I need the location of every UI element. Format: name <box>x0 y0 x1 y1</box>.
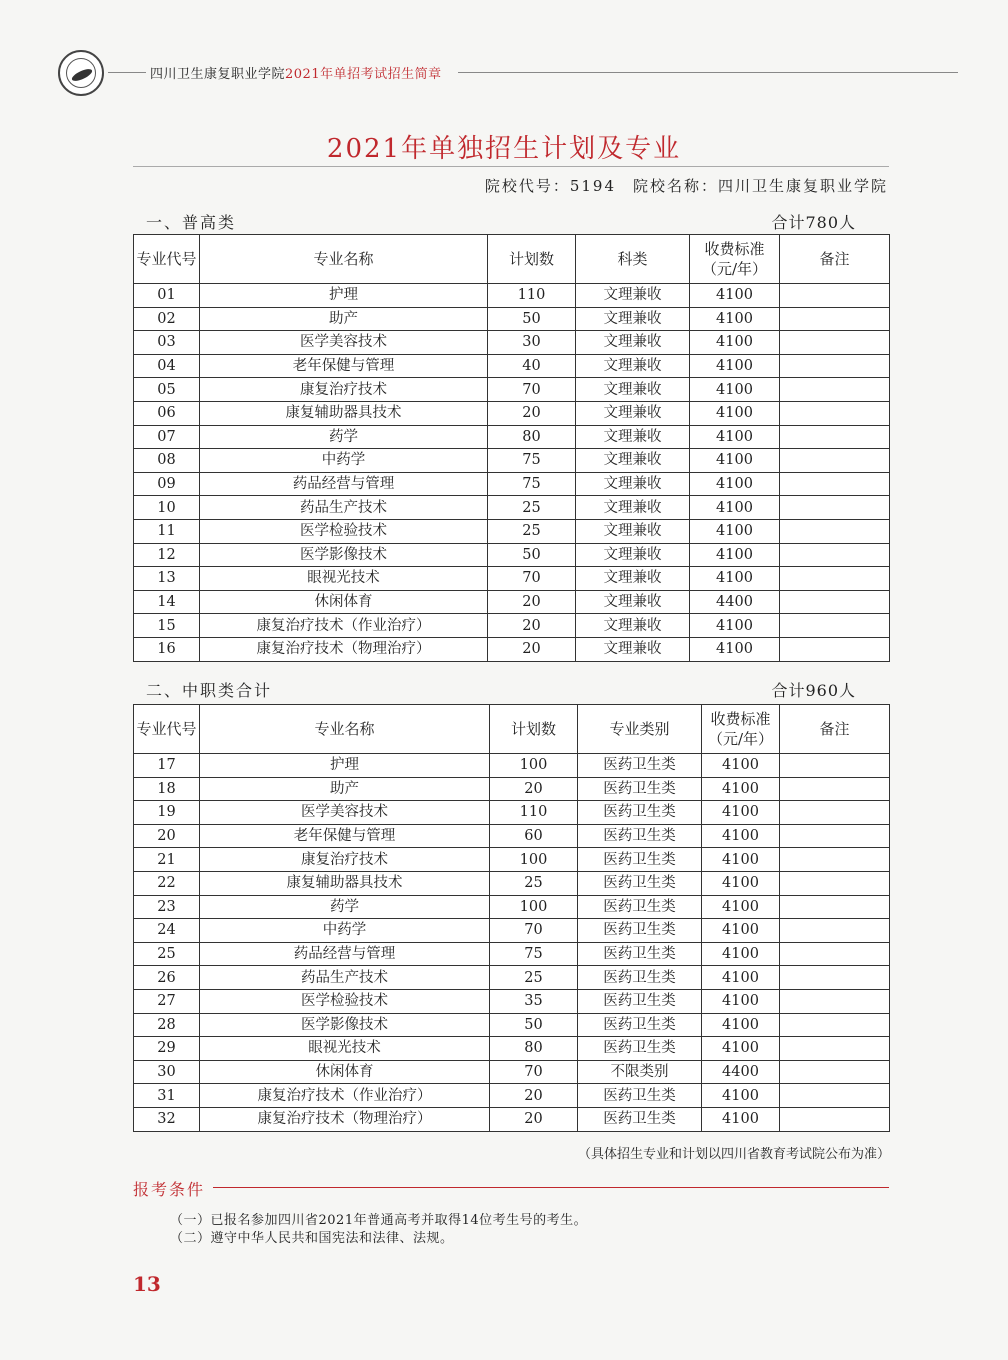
cell-plan: 75 <box>488 449 576 473</box>
cell-remark <box>780 331 890 355</box>
cell-category: 医药卫生类 <box>578 1084 702 1108</box>
cell-category: 文理兼收 <box>576 354 690 378</box>
cell-remark <box>780 1060 890 1084</box>
cell-plan: 20 <box>490 1084 578 1108</box>
cell-code: 07 <box>134 425 200 449</box>
cell-category: 医药卫生类 <box>578 1107 702 1131</box>
cell-remark <box>780 966 890 990</box>
table-row <box>134 519 890 543</box>
cell-remark <box>780 1013 890 1037</box>
cell-category: 医药卫生类 <box>578 919 702 943</box>
cell-category: 文理兼收 <box>576 567 690 591</box>
requirement-item: （一）已报名参加四川省2021年普通高考并取得14位考生号的考生。 <box>170 1213 588 1228</box>
cell-plan: 70 <box>488 378 576 402</box>
cell-remark <box>780 942 890 966</box>
table-row <box>134 567 890 591</box>
table-row <box>134 1060 890 1084</box>
cell-code: 20 <box>134 824 200 848</box>
cell-fee: 4100 <box>690 401 780 425</box>
running-head-doc: 2021年单招考试招生简章 <box>285 67 442 82</box>
cell-remark <box>780 1037 890 1061</box>
cell-name: 康复治疗技术 <box>200 848 490 872</box>
cell-plan: 20 <box>488 637 576 661</box>
cell-code: 19 <box>134 801 200 825</box>
cell-remark <box>780 777 890 801</box>
section1-title: 一、普高类 <box>146 213 237 232</box>
cell-plan: 25 <box>488 519 576 543</box>
cell-category: 医药卫生类 <box>578 966 702 990</box>
cell-code: 21 <box>134 848 200 872</box>
cell-category: 医药卫生类 <box>578 824 702 848</box>
cell-category: 文理兼收 <box>576 637 690 661</box>
cell-name: 助产 <box>200 777 490 801</box>
cell-remark <box>780 519 890 543</box>
table-row <box>134 1013 890 1037</box>
table-header-row <box>134 705 890 754</box>
table-row <box>134 354 890 378</box>
table-row <box>134 871 890 895</box>
cell-remark <box>780 284 890 308</box>
cell-remark <box>780 425 890 449</box>
cell-code: 29 <box>134 1037 200 1061</box>
cell-plan: 100 <box>490 895 578 919</box>
cell-fee: 4100 <box>690 567 780 591</box>
cell-plan: 25 <box>488 496 576 520</box>
cell-remark <box>780 567 890 591</box>
table-header-row <box>134 235 890 284</box>
cell-code: 28 <box>134 1013 200 1037</box>
cell-remark <box>780 801 890 825</box>
cell-code: 30 <box>134 1060 200 1084</box>
table-row <box>134 989 890 1013</box>
cell-category: 医药卫生类 <box>578 989 702 1013</box>
cell-fee: 4100 <box>702 801 780 825</box>
section2-title: 二、中职类合计 <box>146 681 273 700</box>
cell-category: 医药卫生类 <box>578 801 702 825</box>
cell-category: 文理兼收 <box>576 401 690 425</box>
cell-remark <box>780 895 890 919</box>
cell-fee: 4100 <box>702 919 780 943</box>
cell-category: 医药卫生类 <box>578 895 702 919</box>
cell-category: 文理兼收 <box>576 449 690 473</box>
col-header-plan: 计划数 <box>490 705 578 754</box>
cell-category: 文理兼收 <box>576 519 690 543</box>
cell-plan: 20 <box>488 590 576 614</box>
cell-plan: 110 <box>490 801 578 825</box>
cell-name: 护理 <box>200 284 488 308</box>
cell-plan: 20 <box>488 614 576 638</box>
requirement-item: （二）遵守中华人民共和国宪法和法律、法规。 <box>170 1231 454 1246</box>
cell-category: 文理兼收 <box>576 614 690 638</box>
cell-plan: 80 <box>488 425 576 449</box>
cell-name: 老年保健与管理 <box>200 824 490 848</box>
footnote: （具体招生专业和计划以四川省教育考试院公布为准） <box>577 1147 890 1162</box>
cell-remark <box>780 637 890 661</box>
cell-name: 康复治疗技术 <box>200 378 488 402</box>
cell-fee: 4100 <box>690 331 780 355</box>
running-head <box>150 63 442 82</box>
cell-plan: 100 <box>490 848 578 872</box>
table-row <box>134 824 890 848</box>
cell-name: 康复治疗技术（作业治疗） <box>200 614 488 638</box>
cell-plan: 25 <box>490 966 578 990</box>
table-row <box>134 942 890 966</box>
cell-code: 03 <box>134 331 200 355</box>
cell-fee: 4400 <box>702 1060 780 1084</box>
table-row <box>134 590 890 614</box>
cell-category: 文理兼收 <box>576 284 690 308</box>
cell-fee: 4100 <box>702 895 780 919</box>
cell-plan: 70 <box>488 567 576 591</box>
cell-remark <box>780 449 890 473</box>
cell-category: 医药卫生类 <box>578 754 702 778</box>
table-row <box>134 614 890 638</box>
cell-remark <box>780 989 890 1013</box>
table-row <box>134 919 890 943</box>
cell-code: 15 <box>134 614 200 638</box>
cell-code: 08 <box>134 449 200 473</box>
cell-remark <box>780 1084 890 1108</box>
cell-plan: 80 <box>490 1037 578 1061</box>
cell-remark <box>780 754 890 778</box>
cell-category: 文理兼收 <box>576 590 690 614</box>
col-header-name: 专业名称 <box>200 235 488 284</box>
col-header-remark: 备注 <box>780 705 890 754</box>
col-header-fee: 收费标准（元/年） <box>690 235 780 284</box>
table-row <box>134 378 890 402</box>
school-info: 院校代号：5194 院校名称：四川卫生康复职业学院 <box>484 177 888 195</box>
cell-plan: 60 <box>490 824 578 848</box>
running-head-school: 四川卫生康复职业学院 <box>150 67 286 82</box>
cell-fee: 4100 <box>690 307 780 331</box>
cell-plan: 70 <box>490 1060 578 1084</box>
cell-category: 文理兼收 <box>576 496 690 520</box>
cell-code: 23 <box>134 895 200 919</box>
cell-category: 医药卫生类 <box>578 942 702 966</box>
requirements-title: 报考条件 <box>133 1180 206 1199</box>
cell-plan: 20 <box>490 1107 578 1131</box>
cell-fee: 4100 <box>690 637 780 661</box>
cell-plan: 40 <box>488 354 576 378</box>
table-row <box>134 496 890 520</box>
cell-code: 18 <box>134 777 200 801</box>
section1-total: 合计780人 <box>771 213 856 232</box>
cell-fee: 4100 <box>702 1037 780 1061</box>
col-header-category: 科类 <box>576 235 690 284</box>
cell-name: 康复治疗技术（作业治疗） <box>200 1084 490 1108</box>
cell-plan: 110 <box>488 284 576 308</box>
cell-plan: 100 <box>490 754 578 778</box>
cell-name: 药品经营与管理 <box>200 942 490 966</box>
cell-plan: 20 <box>490 777 578 801</box>
cell-category: 医药卫生类 <box>578 871 702 895</box>
cell-plan: 30 <box>488 331 576 355</box>
table-row <box>134 1037 890 1061</box>
cell-fee: 4100 <box>702 1013 780 1037</box>
cell-category: 文理兼收 <box>576 425 690 449</box>
cell-fee: 4100 <box>690 284 780 308</box>
cell-code: 09 <box>134 472 200 496</box>
cell-plan: 75 <box>488 472 576 496</box>
cell-code: 04 <box>134 354 200 378</box>
cell-remark <box>780 354 890 378</box>
cell-fee: 4100 <box>702 1107 780 1131</box>
table-row <box>134 895 890 919</box>
cell-fee: 4100 <box>690 378 780 402</box>
table-row <box>134 472 890 496</box>
cell-plan: 50 <box>488 543 576 567</box>
cell-remark <box>780 848 890 872</box>
cell-remark <box>780 824 890 848</box>
cell-name: 休闲体育 <box>200 590 488 614</box>
cell-remark <box>780 614 890 638</box>
cell-remark <box>780 378 890 402</box>
cell-name: 中药学 <box>200 449 488 473</box>
cell-fee: 4100 <box>690 472 780 496</box>
cell-category: 文理兼收 <box>576 378 690 402</box>
plan-table-general <box>133 234 890 662</box>
cell-code: 24 <box>134 919 200 943</box>
section2-total: 合计960人 <box>771 681 856 700</box>
cell-code: 17 <box>134 754 200 778</box>
cell-name: 休闲体育 <box>200 1060 490 1084</box>
cell-code: 14 <box>134 590 200 614</box>
table-row <box>134 401 890 425</box>
cell-remark <box>780 307 890 331</box>
cell-name: 医学检验技术 <box>200 989 490 1013</box>
cell-code: 27 <box>134 989 200 1013</box>
cell-category: 文理兼收 <box>576 331 690 355</box>
requirements-rule <box>213 1187 889 1188</box>
cell-name: 医学检验技术 <box>200 519 488 543</box>
cell-code: 06 <box>134 401 200 425</box>
table-row <box>134 1107 890 1131</box>
cell-fee: 4100 <box>690 354 780 378</box>
cell-code: 12 <box>134 543 200 567</box>
cell-name: 护理 <box>200 754 490 778</box>
table-row <box>134 284 890 308</box>
cell-remark <box>780 590 890 614</box>
table-row <box>134 449 890 473</box>
cell-plan: 20 <box>488 401 576 425</box>
cell-remark <box>780 472 890 496</box>
cell-code: 10 <box>134 496 200 520</box>
title-rule <box>133 166 889 167</box>
cell-fee: 4100 <box>702 966 780 990</box>
cell-fee: 4100 <box>702 824 780 848</box>
cell-fee: 4100 <box>702 1084 780 1108</box>
cell-name: 药学 <box>200 895 490 919</box>
table-row <box>134 331 890 355</box>
table-row <box>134 425 890 449</box>
cell-code: 25 <box>134 942 200 966</box>
cell-plan: 35 <box>490 989 578 1013</box>
col-header-code: 专业代号 <box>134 705 200 754</box>
cell-code: 22 <box>134 871 200 895</box>
cell-code: 01 <box>134 284 200 308</box>
cell-code: 16 <box>134 637 200 661</box>
cell-remark <box>780 919 890 943</box>
cell-fee: 4100 <box>690 449 780 473</box>
page-number: 13 <box>133 1272 161 1296</box>
cell-name: 药品经营与管理 <box>200 472 488 496</box>
cell-name: 中药学 <box>200 919 490 943</box>
cell-fee: 4100 <box>702 848 780 872</box>
cell-plan: 75 <box>490 942 578 966</box>
cell-name: 药品生产技术 <box>200 966 490 990</box>
cell-remark <box>780 871 890 895</box>
cell-name: 康复治疗技术（物理治疗） <box>200 637 488 661</box>
cell-name: 药品生产技术 <box>200 496 488 520</box>
cell-plan: 25 <box>490 871 578 895</box>
cell-code: 31 <box>134 1084 200 1108</box>
col-header-type: 专业类别 <box>578 705 702 754</box>
col-header-code: 专业代号 <box>134 235 200 284</box>
header-rule-left <box>108 72 146 73</box>
cell-fee: 4400 <box>690 590 780 614</box>
table-row <box>134 848 890 872</box>
table-row <box>134 966 890 990</box>
col-header-fee: 收费标准（元/年） <box>702 705 780 754</box>
cell-fee: 4100 <box>690 614 780 638</box>
cell-name: 眼视光技术 <box>200 1037 490 1061</box>
col-header-plan: 计划数 <box>488 235 576 284</box>
cell-category: 不限类别 <box>578 1060 702 1084</box>
cell-code: 32 <box>134 1107 200 1131</box>
cell-fee: 4100 <box>690 425 780 449</box>
cell-name: 康复辅助器具技术 <box>200 401 488 425</box>
cell-code: 26 <box>134 966 200 990</box>
plan-table-vocational <box>133 704 890 1132</box>
cell-fee: 4100 <box>690 519 780 543</box>
cell-fee: 4100 <box>702 989 780 1013</box>
cell-fee: 4100 <box>702 871 780 895</box>
cell-name: 老年保健与管理 <box>200 354 488 378</box>
page-title: 2021年单独招生计划及专业 <box>326 134 682 164</box>
table-row <box>134 801 890 825</box>
col-header-remark: 备注 <box>780 235 890 284</box>
cell-category: 文理兼收 <box>576 307 690 331</box>
cell-plan: 50 <box>490 1013 578 1037</box>
cell-category: 医药卫生类 <box>578 777 702 801</box>
cell-name: 医学美容技术 <box>200 801 490 825</box>
cell-code: 11 <box>134 519 200 543</box>
table-row <box>134 543 890 567</box>
cell-fee: 4100 <box>702 942 780 966</box>
header-rule-right <box>458 72 958 73</box>
cell-category: 文理兼收 <box>576 472 690 496</box>
cell-category: 文理兼收 <box>576 543 690 567</box>
table-row <box>134 1084 890 1108</box>
cell-fee: 4100 <box>690 496 780 520</box>
cell-name: 康复治疗技术（物理治疗） <box>200 1107 490 1131</box>
cell-code: 05 <box>134 378 200 402</box>
cell-name: 医学影像技术 <box>200 543 488 567</box>
cell-plan: 70 <box>490 919 578 943</box>
cell-fee: 4100 <box>702 777 780 801</box>
cell-remark <box>780 543 890 567</box>
cell-fee: 4100 <box>702 754 780 778</box>
cell-category: 医药卫生类 <box>578 1037 702 1061</box>
cell-remark <box>780 401 890 425</box>
school-seal-logo <box>58 50 104 96</box>
cell-category: 医药卫生类 <box>578 1013 702 1037</box>
table-row <box>134 754 890 778</box>
table-row <box>134 637 890 661</box>
cell-name: 康复辅助器具技术 <box>200 871 490 895</box>
cell-name: 眼视光技术 <box>200 567 488 591</box>
cell-remark <box>780 1107 890 1131</box>
cell-fee: 4100 <box>690 543 780 567</box>
cell-plan: 50 <box>488 307 576 331</box>
cell-name: 医学影像技术 <box>200 1013 490 1037</box>
table-row <box>134 777 890 801</box>
cell-code: 13 <box>134 567 200 591</box>
col-header-name: 专业名称 <box>200 705 490 754</box>
table-row <box>134 307 890 331</box>
cell-remark <box>780 496 890 520</box>
cell-category: 医药卫生类 <box>578 848 702 872</box>
cell-name: 助产 <box>200 307 488 331</box>
cell-name: 药学 <box>200 425 488 449</box>
cell-code: 02 <box>134 307 200 331</box>
cell-name: 医学美容技术 <box>200 331 488 355</box>
